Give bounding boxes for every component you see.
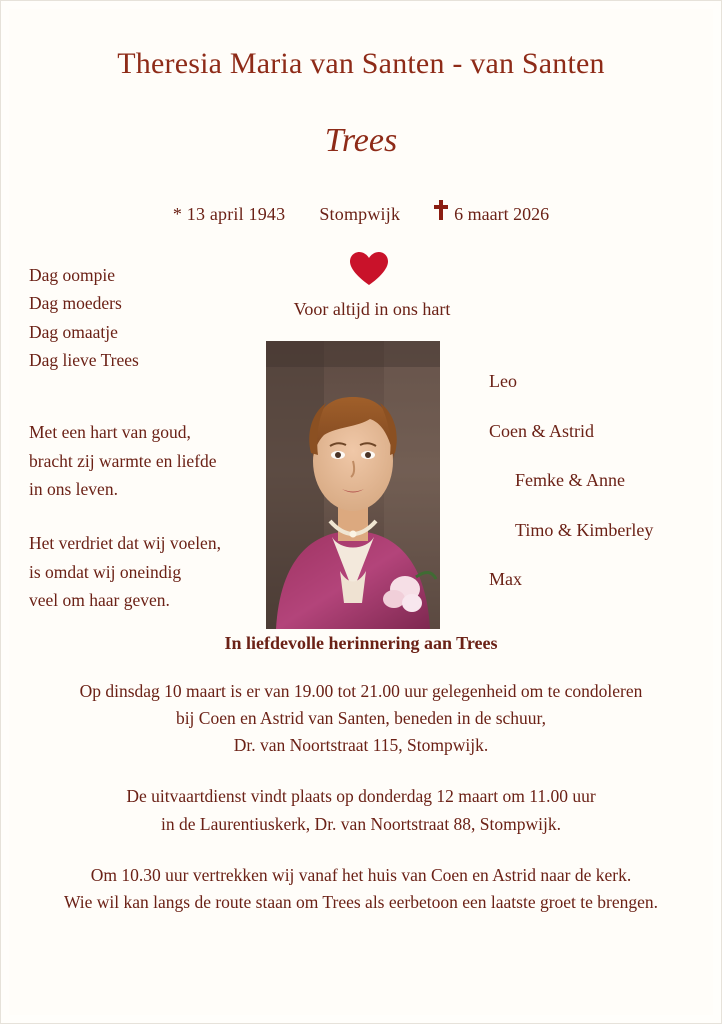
greetings-block: [29, 261, 264, 374]
family-names: [489, 371, 699, 619]
greeting-line: Dag oompie: [29, 265, 116, 285]
card-inner: [9, 9, 713, 1015]
life-dates: [9, 200, 713, 225]
family-name: Femke & Anne: [515, 470, 625, 491]
family-name: Max: [489, 569, 522, 590]
verse-line: bracht zij warmte en liefde: [29, 450, 217, 471]
verse-line: is omdat wij oneindig: [29, 561, 182, 582]
family-name: Leo: [489, 371, 517, 391]
procession-info: [37, 862, 685, 916]
service-line: in de Laurentiuskerk, Dr. van Noortstraat 88, Stompwijk.: [161, 813, 561, 834]
condolence-line: Op dinsdag 10 maart is er van 19.00 tot 21.00 uur gelegenheid om te condoleren: [79, 681, 643, 701]
page-title: Theresia Maria van Santen - van Santen: [117, 47, 605, 80]
greeting-line: Dag lieve Trees: [29, 350, 139, 371]
birth-date: * 13 april 1943: [172, 204, 286, 224]
death-date: 6 maart 2026: [454, 204, 550, 224]
portrait-photo: [266, 341, 440, 629]
verse-line: Het verdriet dat wij voelen,: [29, 533, 221, 554]
verse-two: [29, 529, 264, 614]
middle-section: [9, 251, 713, 611]
birth-place: Stompwijk: [319, 204, 401, 224]
memoriam-title: In liefdevolle herinnering aan Trees: [224, 633, 498, 653]
service-info: [37, 783, 685, 837]
procession-line: Wie wil kan langs de route staan om Trees als eerbetoon een laatste groet te brengen.: [63, 891, 659, 912]
verse-line: in ons leven.: [29, 479, 118, 500]
nickname: Trees: [324, 122, 398, 159]
family-name: Timo & Kimberley: [515, 519, 654, 540]
condolence-line: Dr. van Noortstraat 115, Stompwijk.: [233, 735, 489, 756]
family-name: Coen & Astrid: [489, 420, 595, 441]
condolence-line: bij Coen en Astrid van Santen, beneden in de schuur,: [175, 708, 547, 729]
verse-one: [29, 418, 264, 503]
procession-line: Om 10.30 uur vertrekken wij vanaf het huis van Coen en Astrid naar de kerk.: [90, 864, 632, 885]
verse-line: veel om haar geven.: [29, 590, 170, 611]
greeting-line: Dag moeders: [29, 293, 122, 314]
greeting-line: Dag omaatje: [29, 321, 118, 342]
cross-icon: [434, 200, 448, 220]
left-text-column: [29, 261, 264, 640]
service-line: De uitvaartdienst vindt plaats op donderdag 12 maart om 11.00 uur: [126, 786, 596, 807]
forever-text: Voor altijd in ons hart: [293, 299, 451, 319]
verse-line: Met een hart van goud,: [29, 422, 191, 443]
death-group: [434, 200, 549, 225]
heart-icon: [349, 251, 389, 287]
condolence-info: [37, 678, 685, 759]
